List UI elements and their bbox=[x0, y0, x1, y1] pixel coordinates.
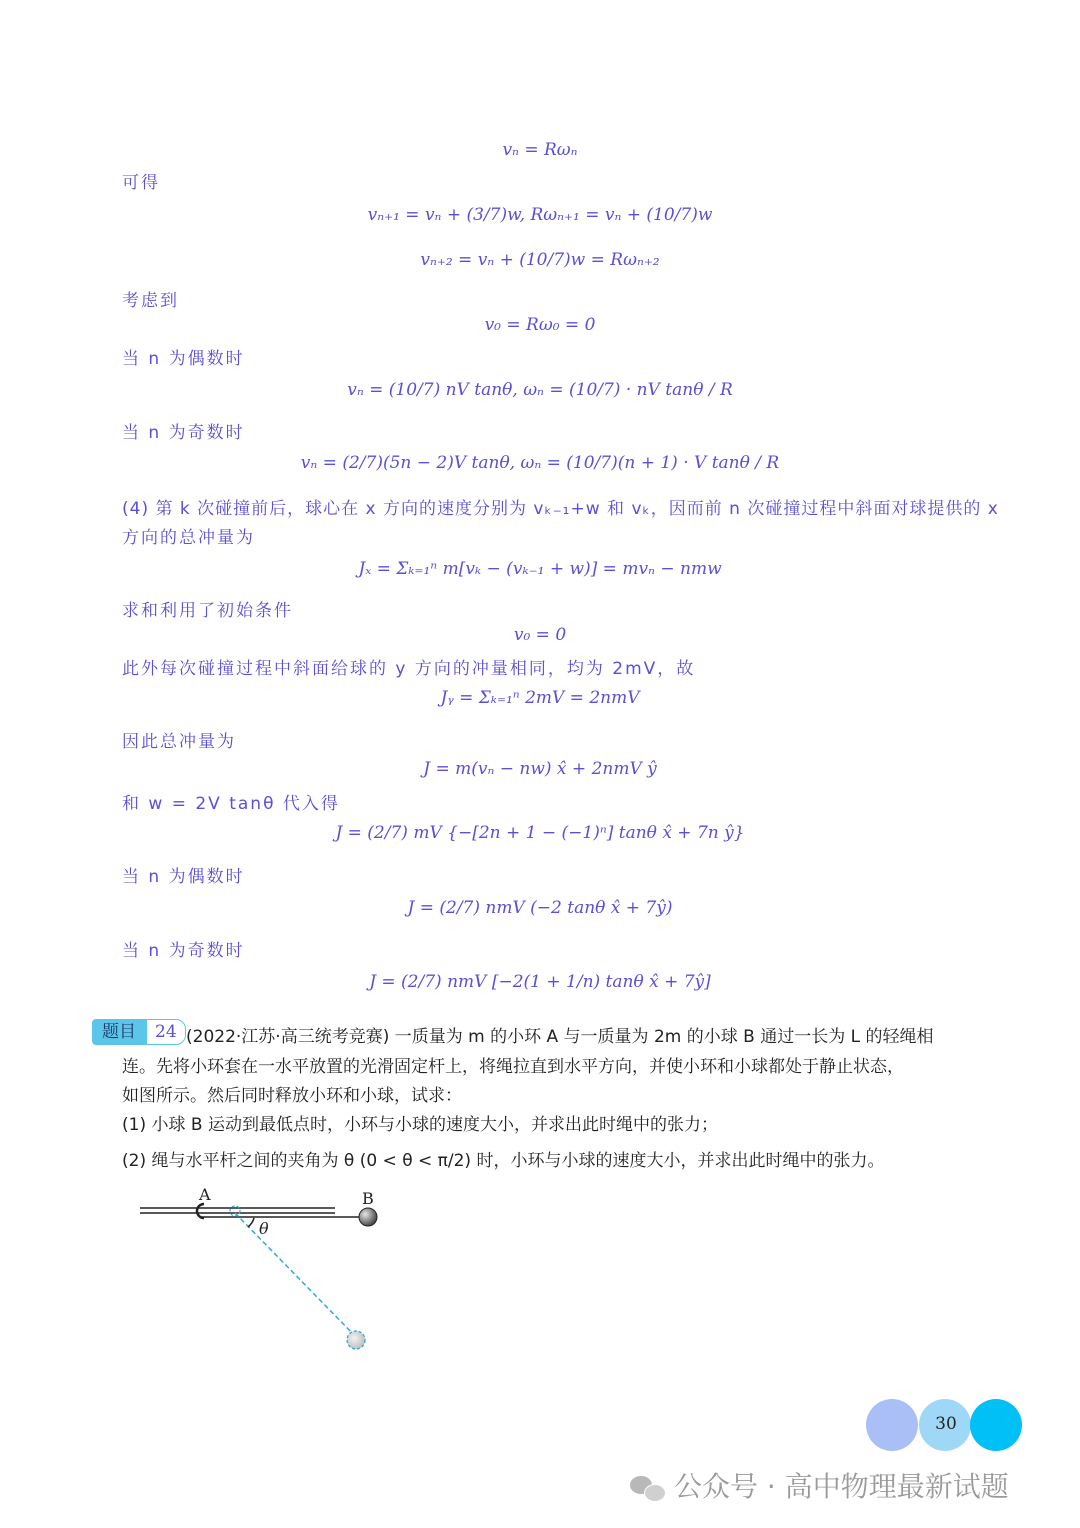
text-part4-line1: (4) 第 k 次碰撞前后，球心在 x 方向的速度分别为 vₖ₋₁+w 和 vₖ，因而前 n 次碰撞过程中斜面对球提供的 x bbox=[122, 499, 999, 519]
problem-line-2: 连。先将小环套在一水平放置的光滑固定杆上，将绳拉直到水平方向，并使小环和小球都处于静止状态， bbox=[122, 1057, 904, 1077]
equation-vn2: vₙ₊₂ = vₙ + (10/7)w = Rωₙ₊₂ bbox=[420, 250, 660, 270]
ball-ghost bbox=[347, 1331, 365, 1349]
label-b: B bbox=[362, 1189, 374, 1208]
problem-tag bbox=[92, 1019, 186, 1045]
footer-text: 公众号 · 高中物理最新试题 bbox=[674, 1470, 1009, 1503]
rope-inclined bbox=[235, 1213, 356, 1337]
problem-tag-number: 24 bbox=[146, 1019, 186, 1045]
equation-vn1: vₙ₊₁ = vₙ + (3/7)w, Rωₙ₊₁ = vₙ + (10/7)w bbox=[367, 205, 713, 225]
angle-arc bbox=[248, 1218, 254, 1227]
equation-jx: Jₓ = Σₖ₌₁ⁿ m[vₖ − (vₖ₋₁ + w)] = mvₙ − nmw bbox=[358, 559, 722, 579]
equation-jy: Jᵧ = Σₖ₌₁ⁿ 2mV = 2nmV bbox=[440, 688, 640, 708]
text-yinci: 因此总冲量为 bbox=[122, 732, 236, 752]
text-ciwai: 此外每次碰撞过程中斜面给球的 y 方向的冲量相同，均为 2mV，故 bbox=[122, 659, 696, 679]
page-circle-right bbox=[970, 1399, 1022, 1451]
text-odd-1: 当 n 为奇数时 bbox=[122, 423, 245, 443]
text-kede: 可得 bbox=[122, 173, 160, 193]
text-part4-line2: 方向的总冲量为 bbox=[122, 528, 255, 548]
equation-j-sub: J = (2/7) mV {−[2n + 1 − (−1)ⁿ] tanθ x̂ + 7n ŷ} bbox=[335, 823, 745, 843]
equation-j-total: J = m(vₙ − nw) x̂ + 2nmV ŷ bbox=[423, 759, 657, 779]
equation-j-even: J = (2/7) nmV (−2 tanθ x̂ + 7ŷ) bbox=[407, 898, 673, 918]
ball-b bbox=[359, 1208, 377, 1226]
wechat-watermark bbox=[630, 1465, 1009, 1505]
equation-vn: vₙ = Rωₙ bbox=[502, 140, 578, 160]
equation-even-v: vₙ = (10/7) nV tanθ, ωₙ = (10/7) · nV tanθ / R bbox=[347, 380, 733, 400]
equation-v0-init: v₀ = 0 bbox=[513, 625, 567, 645]
text-kaolv: 考虑到 bbox=[122, 291, 179, 311]
page-circle-left bbox=[866, 1399, 918, 1451]
text-even-1: 当 n 为偶数时 bbox=[122, 349, 245, 369]
ring-ball-figure bbox=[130, 1180, 390, 1355]
label-a: A bbox=[199, 1185, 211, 1204]
ring-a bbox=[197, 1204, 204, 1218]
question-2: (2) 绳与水平杆之间的夹角为 θ (0 < θ < π/2) 时，小环与小球的速度大小，并求出此时绳中的张力。 bbox=[122, 1151, 885, 1171]
question-1: (1) 小球 B 运动到最低点时，小环与小球的速度大小，并求出此时绳中的张力； bbox=[122, 1115, 718, 1135]
text-he: 和 w = 2V tanθ 代入得 bbox=[122, 794, 340, 814]
equation-odd-v: vₙ = (2/7)(5n − 2)V tanθ, ωₙ = (10/7)(n + 1) · V tanθ / R bbox=[300, 453, 780, 473]
text-qiuhe: 求和利用了初始条件 bbox=[122, 601, 293, 621]
label-theta: θ bbox=[259, 1219, 269, 1238]
equation-v0: v₀ = Rω₀ = 0 bbox=[484, 315, 596, 335]
wechat-icon bbox=[630, 1474, 666, 1502]
text-even-2: 当 n 为偶数时 bbox=[122, 867, 245, 887]
equation-j-odd: J = (2/7) nmV [−2(1 + 1/n) tanθ x̂ + 7ŷ] bbox=[369, 972, 711, 992]
problem-line-1: (2022·江苏·高三统考竞赛) 一质量为 m 的小环 A 与一质量为 2m 的小球 B 通过一长为 L 的轻绳相 bbox=[186, 1027, 934, 1047]
problem-tag-label: 题目 bbox=[92, 1019, 146, 1045]
problem-line-3: 如图所示。然后同时释放小环和小球，试求： bbox=[122, 1086, 462, 1106]
page-number: 30 bbox=[935, 1414, 957, 1434]
text-odd-2: 当 n 为奇数时 bbox=[122, 941, 245, 961]
